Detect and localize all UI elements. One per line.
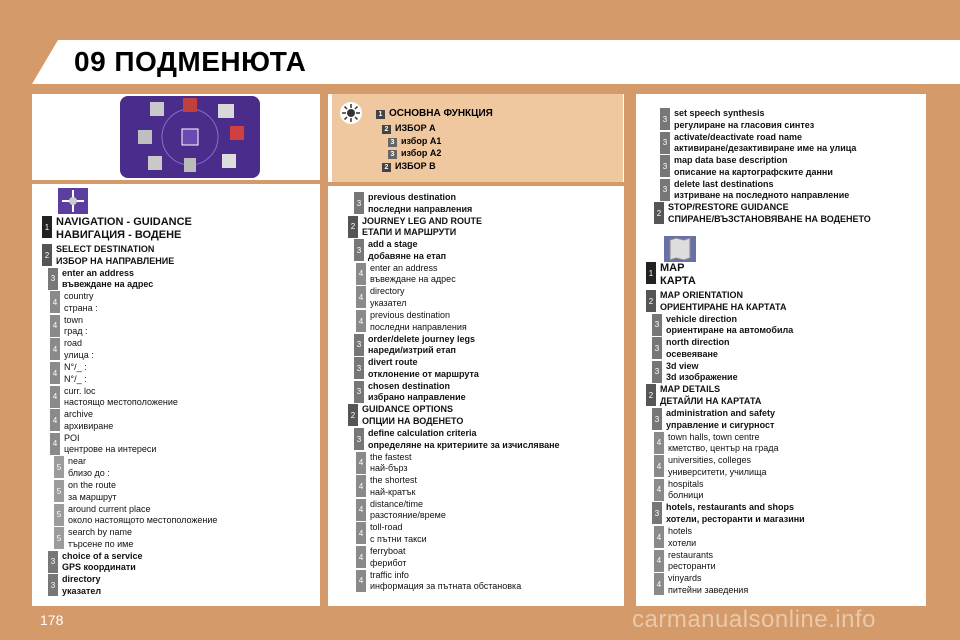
menu-item-label-bg: най-кратък <box>370 486 416 497</box>
menu-item <box>652 502 805 525</box>
menu-item-label-en: near <box>68 456 87 467</box>
menu-item-label-en: hospitals <box>668 478 704 489</box>
menu-item-text <box>68 527 133 550</box>
menu-item-label-en: ferryboat <box>370 546 406 556</box>
level-marker: 5 <box>54 456 64 478</box>
menu-item-label-bg: град : <box>64 326 88 337</box>
menu-item-label-bg: ориентиране на автомобила <box>666 325 794 336</box>
map-icon <box>664 236 696 262</box>
menu-item-text <box>64 291 98 314</box>
level-marker: 3 <box>354 334 364 356</box>
level-marker: 4 <box>654 432 664 454</box>
level-marker: 4 <box>50 362 60 384</box>
menu-item-label-en: choice of a service <box>62 550 143 561</box>
level-marker: 5 <box>54 527 64 549</box>
level-marker: 3 <box>652 314 662 336</box>
menu-item-text <box>666 502 805 525</box>
menu-item-text <box>62 268 153 291</box>
menu-item-label-en: road <box>64 338 83 349</box>
level-marker: 4 <box>356 499 366 521</box>
menu-item <box>48 268 153 291</box>
menu-item-text <box>668 526 696 549</box>
menu-item-label-en: 3d view <box>666 360 699 371</box>
menu-item-text <box>674 108 814 131</box>
basic-function-highlight <box>332 94 623 182</box>
menu-item-label-bg: осевеяване <box>666 348 718 359</box>
menu-item-label-en: town <box>64 314 84 325</box>
menu-item <box>654 202 871 225</box>
basic-function-item <box>382 135 441 148</box>
menu-item-text <box>674 155 833 178</box>
level-marker: 2 <box>646 290 656 312</box>
menu-item-text <box>368 334 475 357</box>
menu-item-label-bg: указател <box>62 585 102 596</box>
menu-item-label-en: restaurants <box>668 549 714 560</box>
menu-item-label-bg: архивиране <box>64 420 114 431</box>
menu-item-label-bg: активиране/дезактивиране име на улица <box>674 143 857 154</box>
level-marker: 4 <box>356 452 366 474</box>
menu-item <box>356 263 456 286</box>
menu-item-text <box>64 386 178 409</box>
menu-item <box>356 522 427 545</box>
menu-item-label-en: activate/deactivate road name <box>674 131 803 142</box>
menu-item <box>48 574 101 597</box>
level-marker: 4 <box>356 475 366 497</box>
menu-item-label-en: MAP <box>660 262 685 274</box>
menu-item-text <box>668 573 748 596</box>
menu-item-label-bg: настоящо местоположение <box>64 397 178 408</box>
page-title: 09 ПОДМЕНЮТА <box>74 46 307 77</box>
menu-item-text <box>64 409 113 432</box>
menu-item-text <box>68 504 217 527</box>
menu-item-label-bg: N°/_ : <box>64 373 87 384</box>
navigation-icon <box>58 188 88 214</box>
menu-item-text <box>68 480 117 503</box>
menu-item-label-en: divert route <box>368 357 418 368</box>
menu-item <box>354 192 472 215</box>
level-marker: 2 <box>348 216 358 238</box>
menu-item <box>646 290 786 313</box>
basic-function-item-label: ИЗБОР A <box>395 123 436 133</box>
menu-item <box>348 216 482 239</box>
level-marker: 4 <box>654 479 664 501</box>
menu-item-text <box>370 546 407 569</box>
menu-item-label-en: the fastest <box>370 451 412 462</box>
menu-item-label-bg: търсене по име <box>68 538 134 549</box>
menu-item <box>654 479 704 502</box>
level-1-marker: 1 <box>376 110 385 119</box>
menu-item-label-en: previous destination <box>368 192 457 202</box>
level-marker: 3 <box>354 357 364 379</box>
level-marker: 2 <box>646 384 656 406</box>
menu-item-label-bg: кметство, център на града <box>668 443 779 454</box>
level-marker: 4 <box>50 315 60 337</box>
menu-item-label-en: JOURNEY LEG AND ROUTE <box>362 215 483 226</box>
menu-item-text <box>56 244 174 267</box>
menu-item-label-bg: последни направления <box>368 203 473 214</box>
menu-icons-graphic <box>120 96 260 178</box>
menu-item-label-bg: близо до : <box>68 467 110 478</box>
menu-item-label-bg: с пътни такси <box>370 533 427 544</box>
menu-item-label-bg: въвеждане на адрес <box>370 274 456 285</box>
menu-item-text <box>56 216 192 241</box>
watermark: carmanualsonline.info <box>632 606 876 633</box>
menu-item-text <box>68 456 110 479</box>
menu-item-text <box>370 310 467 333</box>
level-marker: 2 <box>348 404 358 426</box>
basic-function-item-label: избор A1 <box>401 135 442 146</box>
menu-item <box>646 384 761 407</box>
basic-function-item-label: ИЗБОР B <box>395 160 436 171</box>
menu-item-label-bg: хотели, ресторанти и магазини <box>666 513 805 524</box>
menu-item <box>50 433 156 456</box>
menu-item <box>54 527 133 550</box>
menu-item <box>654 432 778 455</box>
basic-function-title-row <box>376 108 493 119</box>
level-marker: 3 <box>48 574 58 596</box>
menu-item <box>50 409 113 432</box>
menu-item-label-bg: ферибот <box>370 557 407 568</box>
basic-function-item-label: избор A2 <box>401 148 442 158</box>
level-marker: 4 <box>654 550 664 572</box>
level-marker: 2 <box>654 202 664 224</box>
menu-item-label-en: toll-road <box>370 522 403 533</box>
menu-item-label-en: country <box>64 291 94 302</box>
menu-item-label-en: POI <box>64 432 80 443</box>
level-marker: 3 <box>660 155 670 177</box>
menu-item-text <box>666 361 738 384</box>
basic-function-item <box>382 122 441 135</box>
level-marker: 4 <box>50 338 60 360</box>
menu-item-label-en: vehicle direction <box>666 313 738 324</box>
menu-item-text <box>668 479 704 502</box>
level-marker: 3 <box>354 239 364 261</box>
menu-item-label-bg: ЕТАПИ И МАРШРУТИ <box>362 227 457 238</box>
menu-item-label-bg: ДЕТАЙЛИ НА КАРТАТА <box>660 395 762 406</box>
menu-item-label-en: NAVIGATION - GUIDANCE <box>56 216 192 228</box>
menu-item-text <box>368 239 446 262</box>
menu-item-label-en: hotels <box>668 526 693 536</box>
menu-item-label-en: N°/_ : <box>64 362 87 372</box>
level-marker: 5 <box>54 480 64 502</box>
menu-item <box>654 455 767 478</box>
level-marker: 2 <box>382 125 391 134</box>
menu-item-text <box>362 216 482 239</box>
menu-item-text <box>64 362 87 385</box>
menu-item <box>654 550 716 573</box>
menu-item <box>54 480 117 503</box>
menu-item-text <box>368 428 560 451</box>
menu-item-label-bg: отклонение от маршрута <box>368 368 479 379</box>
menu-item-label-en: the shortest <box>370 475 418 486</box>
menu-screen-image <box>120 96 260 178</box>
level-marker: 4 <box>356 263 366 285</box>
menu-item <box>348 404 463 427</box>
menu-item <box>54 504 217 527</box>
menu-item <box>42 244 174 267</box>
menu-screen-panel <box>32 94 320 180</box>
menu-item-label-bg: регулиране на гласовия синтез <box>674 119 815 130</box>
menu-item <box>356 570 521 593</box>
menu-item-label-en: enter an address <box>62 267 135 278</box>
level-marker: 5 <box>54 504 64 526</box>
menu-item-label-en: curr. loc <box>64 385 96 396</box>
menu-item-text <box>370 452 412 475</box>
menu-item-text <box>362 404 463 427</box>
menu-item-label-bg: най-бърз <box>370 463 408 474</box>
level-marker: 1 <box>646 262 656 284</box>
level-marker: 3 <box>660 132 670 154</box>
menu-item-label-bg: разстояние/време <box>370 510 446 521</box>
menu-item-label-en: search by name <box>68 527 133 538</box>
menu-item <box>54 456 110 479</box>
menu-item-label-bg: СПИРАНЕ/ВЪЗСТАНОВЯВАНЕ НА ВОДЕНЕТО <box>668 213 871 224</box>
menu-item-label-bg: улица : <box>64 349 94 360</box>
menu-item-label-en: universities, colleges <box>668 455 752 466</box>
menu-item <box>356 452 412 475</box>
menu-item-label-en: MAP DETAILS <box>660 384 721 395</box>
basic-function-item <box>382 160 441 173</box>
sun-icon <box>340 102 362 124</box>
menu-item-label-en: north direction <box>666 337 730 348</box>
level-marker: 4 <box>356 522 366 544</box>
level-marker: 4 <box>654 455 664 477</box>
menu-item-label-en: previous destination <box>370 310 451 320</box>
menu-item-text <box>62 551 143 574</box>
menu-item <box>646 262 696 287</box>
menu-item-label-bg: ОПЦИИ НА ВОДЕНЕТО <box>362 415 464 426</box>
menu-item-label-en: archive <box>64 409 94 420</box>
menu-item <box>652 361 738 384</box>
menu-item <box>356 286 406 309</box>
basic-function-item <box>382 147 441 160</box>
menu-item-label-bg: 3d изображение <box>666 372 738 383</box>
menu-item-text <box>64 315 88 338</box>
menu-item <box>660 132 856 155</box>
level-marker: 4 <box>50 386 60 408</box>
menu-item-label-bg: ОРИЕНТИРАНЕ НА КАРТАТА <box>660 301 787 312</box>
menu-item-text <box>666 408 775 431</box>
menu-item-label-bg: управление и сигурност <box>666 419 775 430</box>
menu-item-text <box>370 522 427 545</box>
menu-item <box>48 551 143 574</box>
menu-item-label-en: set speech synthesis <box>674 108 765 118</box>
menu-item-text <box>368 357 479 380</box>
menu-item <box>354 357 479 380</box>
level-marker: 4 <box>50 433 60 455</box>
menu-item-text <box>666 337 730 360</box>
level-marker: 3 <box>652 408 662 430</box>
menu-item-text <box>668 455 767 478</box>
menu-item-label-bg: определяне на критериите за изчисляване <box>368 439 560 450</box>
level-marker: 3 <box>652 337 662 359</box>
menu-item <box>50 386 178 409</box>
menu-item-text <box>62 574 101 597</box>
menu-item <box>356 310 467 333</box>
menu-item-label-en: GUIDANCE OPTIONS <box>362 404 454 415</box>
menu-item <box>50 362 87 385</box>
menu-item <box>654 573 748 596</box>
menu-item <box>356 546 407 569</box>
menu-item-label-en: vinyards <box>668 573 702 584</box>
menu-item-label-bg: около настоящото местоположение <box>68 515 218 526</box>
menu-item <box>660 108 814 131</box>
menu-item-label-bg: въвеждане на адрес <box>62 279 154 290</box>
level-marker: 3 <box>354 428 364 450</box>
page-number: 178 <box>40 612 64 628</box>
menu-item-text <box>660 290 786 313</box>
level-marker: 1 <box>42 216 52 238</box>
menu-item-text <box>370 570 521 593</box>
menu-item-label-bg: указател <box>370 297 407 308</box>
menu-item <box>354 428 560 451</box>
menu-item-label-bg: добавяне на етап <box>368 250 447 261</box>
menu-item-label-en: SELECT DESTINATION <box>56 244 155 254</box>
level-marker: 4 <box>50 291 60 313</box>
menu-item-text <box>660 384 761 407</box>
menu-item-label-bg: за маршрут <box>68 491 117 502</box>
menu-item-label-en: add a stage <box>368 239 418 250</box>
level-marker: 4 <box>356 570 366 592</box>
menu-item-label-en: administration and safety <box>666 408 776 418</box>
menu-item-label-bg: болници <box>668 490 704 501</box>
menu-item-label-en: hotels, restaurants and shops <box>666 502 795 513</box>
menu-item <box>50 315 88 338</box>
menu-item <box>652 408 775 431</box>
menu-item <box>50 291 98 314</box>
level-marker: 3 <box>388 150 397 159</box>
basic-function-title: ОСНОВНА ФУНКЦИЯ <box>389 108 493 119</box>
header-notch <box>32 40 58 84</box>
menu-item <box>652 314 793 337</box>
level-marker: 3 <box>652 502 662 524</box>
level-marker: 4 <box>654 526 664 548</box>
level-marker: 3 <box>48 268 58 290</box>
level-marker: 3 <box>354 192 364 214</box>
menu-item-label-bg: питейни заведения <box>668 584 749 595</box>
menu-item-text <box>368 192 472 215</box>
menu-item-label-bg: центрове на интереси <box>64 444 157 455</box>
menu-item-text <box>370 475 417 498</box>
menu-item-text <box>666 314 793 337</box>
menu-item-label-en: around current place <box>68 503 151 514</box>
menu-item-label-bg: ИЗБОР НА НАПРАВЛЕНИЕ <box>56 255 175 266</box>
level-marker: 3 <box>652 361 662 383</box>
menu-item-text <box>64 338 94 361</box>
menu-item-label-en: traffic info <box>370 569 409 580</box>
menu-item-label-en: MAP ORIENTATION <box>660 290 743 300</box>
menu-item-label-bg: изтриване на последното направление <box>674 190 850 201</box>
menu-item <box>354 381 466 404</box>
menu-item <box>660 155 833 178</box>
menu-item-text <box>674 132 856 155</box>
menu-item <box>50 338 94 361</box>
level-marker: 3 <box>660 108 670 130</box>
menu-item <box>356 499 446 522</box>
menu-item-text <box>668 202 871 225</box>
menu-item-label-en: distance/time <box>370 498 424 509</box>
level-marker: 3 <box>660 179 670 201</box>
menu-item-label-bg: описание на картографските данни <box>674 166 833 177</box>
menu-item-label-bg: КАРТА <box>660 274 696 287</box>
menu-item-text <box>64 433 156 456</box>
level-marker: 4 <box>50 409 60 431</box>
level-marker: 2 <box>42 244 52 266</box>
menu-item-text <box>668 432 778 455</box>
level-marker: 3 <box>388 138 397 147</box>
level-marker: 3 <box>48 551 58 573</box>
menu-item-label-en: define calculation criteria <box>368 428 477 438</box>
basic-function-items <box>382 122 441 172</box>
menu-item <box>356 475 417 498</box>
menu-item <box>354 239 446 262</box>
level-marker: 4 <box>356 310 366 332</box>
menu-item-label-bg: страна : <box>64 302 98 313</box>
menu-item-label-bg: информация за пътната обстановка <box>370 581 522 592</box>
menu-item-label-en: order/delete journey legs <box>368 333 476 344</box>
menu-item-text <box>674 179 849 202</box>
menu-item-text <box>368 381 466 404</box>
menu-item-label-en: chosen destination <box>368 380 451 391</box>
menu-item-label-en: on the route <box>68 480 117 490</box>
level-marker: 4 <box>654 573 664 595</box>
menu-item-label-bg: GPS координати <box>62 562 136 573</box>
menu-item-label-en: town halls, town centre <box>668 431 760 442</box>
menu-item <box>660 179 849 202</box>
menu-item-text <box>668 550 716 573</box>
menu-item-label-en: directory <box>370 286 405 297</box>
menu-item-label-bg: ресторанти <box>668 561 716 572</box>
menu-item-text <box>370 286 406 309</box>
menu-item-label-bg: университети, училища <box>668 466 767 477</box>
menu-item-label-bg: хотели <box>668 537 697 548</box>
menu-item-label-bg: нареди/изтрий етап <box>368 345 456 356</box>
level-marker: 3 <box>354 381 364 403</box>
menu-item <box>654 526 696 549</box>
menu-item-label-bg: НАВИГАЦИЯ - ВОДЕНЕ <box>56 228 182 241</box>
menu-item-text <box>370 263 456 286</box>
level-marker: 2 <box>382 163 391 172</box>
menu-item <box>354 334 475 357</box>
menu-item <box>42 216 192 241</box>
level-marker: 4 <box>356 546 366 568</box>
menu-item-label-en: directory <box>62 574 101 585</box>
level-marker: 4 <box>356 286 366 308</box>
menu-item-label-en: enter an address <box>370 262 438 273</box>
menu-item-text <box>370 499 446 522</box>
menu-item-label-en: map data base description <box>674 155 788 166</box>
menu-item-label-bg: последни направления <box>370 321 467 332</box>
menu-item-label-bg: избрано направление <box>368 392 466 403</box>
menu-item-label-en: STOP/RESTORE GUIDANCE <box>668 202 789 213</box>
menu-item <box>652 337 730 360</box>
menu-item-label-en: delete last destinations <box>674 178 774 189</box>
menu-item-text <box>660 262 696 287</box>
